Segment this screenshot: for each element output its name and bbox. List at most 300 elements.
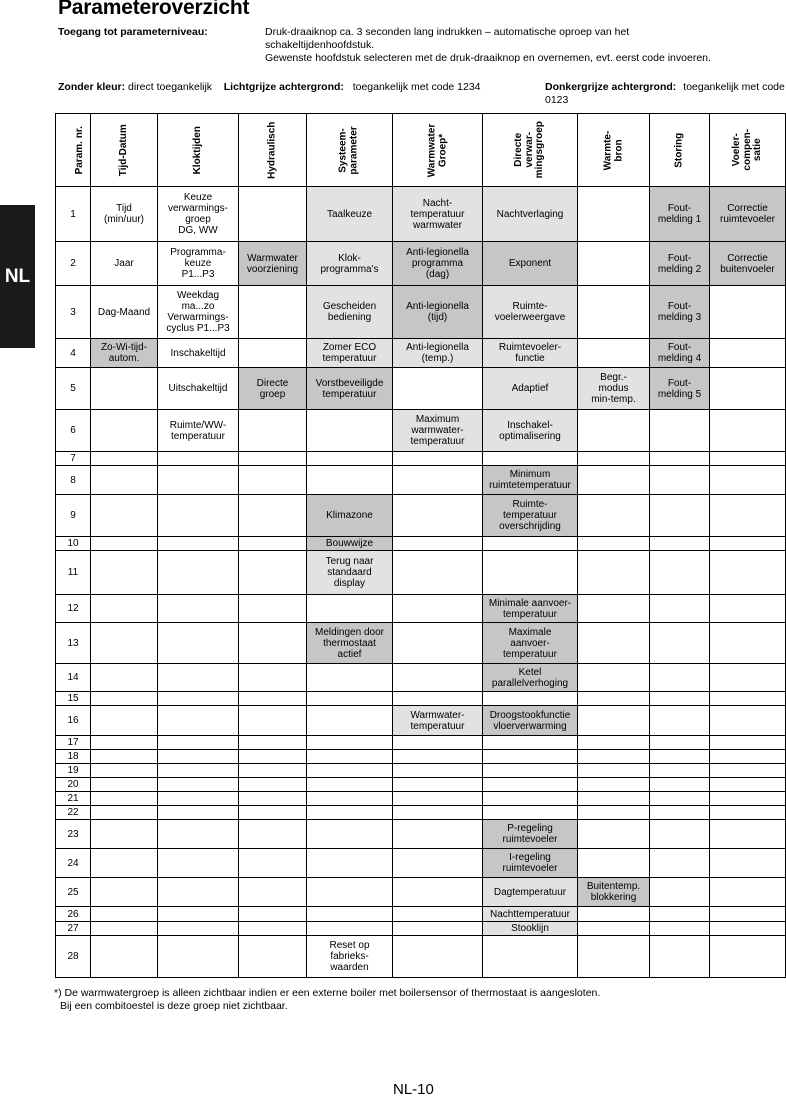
param-cell-line: melding 3	[657, 312, 702, 323]
param-cell	[91, 706, 158, 736]
param-cell	[710, 664, 786, 692]
param-cell	[91, 750, 158, 764]
param-cell	[158, 692, 239, 706]
param-cell	[578, 878, 650, 907]
table-row	[56, 849, 786, 878]
column-header-label: Groep*	[436, 133, 448, 167]
param-cell	[650, 806, 710, 820]
table-row	[56, 537, 786, 551]
param-cell-line: Dagtemperatuur	[493, 886, 567, 898]
param-cell	[91, 764, 158, 778]
param-cell	[91, 187, 158, 242]
param-cell	[650, 595, 710, 623]
param-number: 3	[56, 286, 91, 339]
param-cell	[578, 750, 650, 764]
param-cell	[578, 410, 650, 452]
param-cell	[483, 551, 578, 595]
param-cell	[650, 907, 710, 922]
access-line: Druk-draaiknop ca. 3 seconden lang indrukken – automatische oproep van het	[265, 26, 630, 38]
param-cell	[393, 806, 483, 820]
param-cell	[239, 820, 307, 849]
param-cell-line: temperatuur	[322, 388, 377, 400]
param-cell-line: Fout-	[667, 342, 692, 353]
param-cell	[91, 368, 158, 410]
param-cell	[158, 623, 239, 664]
param-cell-line: cyclus P1...P3	[166, 323, 230, 334]
param-cell	[393, 778, 483, 792]
param-cell	[578, 936, 650, 978]
param-cell	[650, 495, 710, 537]
param-number: 27	[56, 922, 91, 936]
param-cell	[710, 878, 786, 907]
table-row	[56, 878, 786, 907]
param-cell	[650, 778, 710, 792]
param-cell-line: vloerverwarming	[493, 720, 567, 732]
param-number: 22	[56, 806, 91, 820]
param-cell-line: Uitschakeltijd	[168, 383, 228, 394]
param-number: 15	[56, 692, 91, 706]
param-cell	[483, 187, 578, 242]
column-header-label: Kloktijden	[191, 126, 203, 175]
param-cell-line: melding 5	[657, 388, 702, 400]
param-cell-line: Reset op	[329, 940, 370, 951]
param-cell	[650, 664, 710, 692]
param-number: 7	[56, 452, 91, 466]
page-number: NL-10	[393, 1081, 434, 1098]
param-cell	[483, 706, 578, 736]
table-row	[56, 495, 786, 537]
param-cell	[650, 792, 710, 806]
access-line: schakeltijdenhoofdstuk.	[265, 39, 375, 51]
param-cell	[307, 595, 393, 623]
param-cell	[239, 187, 307, 242]
param-cell	[239, 706, 307, 736]
param-number: 21	[56, 792, 91, 806]
param-cell	[710, 849, 786, 878]
param-cell-line: Ketel	[518, 666, 542, 678]
param-cell-line: I-regeling	[509, 852, 551, 863]
param-cell	[307, 339, 393, 368]
column-header-label: Systeem-	[337, 127, 349, 173]
param-cell	[307, 878, 393, 907]
param-cell	[239, 368, 307, 410]
param-cell	[483, 595, 578, 623]
param-number: 10	[56, 537, 91, 551]
param-cell-line: (tijd)	[427, 312, 448, 323]
param-cell	[91, 778, 158, 792]
param-cell	[710, 339, 786, 368]
param-cell	[239, 466, 307, 495]
param-cell	[158, 907, 239, 922]
param-cell	[239, 849, 307, 878]
param-cell	[483, 242, 578, 286]
param-cell	[650, 623, 710, 664]
param-cell	[307, 551, 393, 595]
param-cell-line: ruimtevoeler	[502, 834, 558, 845]
param-cell	[158, 736, 239, 750]
param-cell-line: Directe	[256, 377, 289, 389]
param-number: 9	[56, 495, 91, 537]
param-cell	[91, 242, 158, 286]
param-cell-line: groep	[185, 214, 211, 225]
column-header-label: Warmte-	[601, 130, 613, 170]
column-header-label: Tijd-Datum	[117, 124, 129, 177]
param-cell	[307, 849, 393, 878]
param-number: 20	[56, 778, 91, 792]
param-cell-line: Tijd	[116, 203, 132, 214]
param-cell	[239, 551, 307, 595]
param-cell	[578, 286, 650, 339]
param-cell-line: functie	[515, 353, 545, 364]
param-cell	[483, 922, 578, 936]
table-row	[56, 466, 786, 495]
param-cell	[91, 452, 158, 466]
param-cell	[483, 936, 578, 978]
param-cell-line: autom.	[108, 353, 140, 364]
param-cell	[578, 495, 650, 537]
param-cell	[91, 339, 158, 368]
param-cell	[239, 537, 307, 551]
param-number: 12	[56, 595, 91, 623]
param-cell	[307, 706, 393, 736]
param-cell	[483, 623, 578, 664]
column-header-label: parameter	[348, 125, 360, 175]
param-cell	[578, 792, 650, 806]
param-cell-line: Warmwater	[247, 252, 298, 264]
param-cell	[578, 551, 650, 595]
param-cell	[91, 849, 158, 878]
param-cell-line: Meldingen door	[315, 626, 384, 638]
param-cell	[710, 537, 786, 551]
param-cell-line: temperatuur	[503, 608, 557, 620]
param-cell	[483, 849, 578, 878]
param-number: 13	[56, 623, 91, 664]
param-number: 1	[56, 187, 91, 242]
param-cell	[483, 764, 578, 778]
param-cell-line: Vorstbeveiligde	[315, 377, 384, 389]
param-cell	[239, 692, 307, 706]
param-cell	[158, 792, 239, 806]
table-row	[56, 595, 786, 623]
param-cell	[158, 936, 239, 978]
param-cell	[578, 595, 650, 623]
param-cell-line: actief	[337, 648, 362, 660]
param-cell	[650, 878, 710, 907]
param-cell	[158, 595, 239, 623]
param-cell	[393, 936, 483, 978]
param-cell	[483, 806, 578, 820]
param-cell	[710, 595, 786, 623]
table-row	[56, 764, 786, 778]
param-cell-line: Taalkeuze	[326, 208, 373, 220]
param-cell	[307, 806, 393, 820]
table-row	[56, 242, 786, 286]
param-cell-line: melding 1	[657, 214, 702, 225]
param-cell	[650, 466, 710, 495]
param-cell-line: Maximum	[415, 414, 460, 425]
param-cell	[483, 452, 578, 466]
param-cell	[239, 410, 307, 452]
param-cell	[307, 820, 393, 849]
param-cell-line: optimalisering	[499, 430, 561, 442]
param-cell	[650, 706, 710, 736]
param-cell	[650, 339, 710, 368]
column-header-label: Storing	[673, 133, 685, 168]
footnote	[54, 987, 784, 1013]
param-cell	[158, 706, 239, 736]
param-number: 6	[56, 410, 91, 452]
param-cell-line: DG, WW	[178, 225, 218, 236]
param-cell	[578, 778, 650, 792]
param-cell	[650, 820, 710, 849]
param-cell-line: Ruimtevoeler-	[498, 342, 562, 353]
param-cell	[239, 764, 307, 778]
param-cell-line: ruimtevoeler	[502, 863, 558, 874]
column-header-label: Directe	[513, 133, 525, 167]
table-row	[56, 410, 786, 452]
table-row	[56, 692, 786, 706]
param-cell	[393, 664, 483, 692]
param-cell	[158, 878, 239, 907]
param-cell-line: Fout-	[667, 301, 692, 312]
param-cell	[710, 242, 786, 286]
table-row	[56, 907, 786, 922]
param-cell-line: (temp.)	[421, 353, 454, 364]
param-cell	[239, 242, 307, 286]
param-cell	[483, 907, 578, 922]
param-cell-line: Fout-	[667, 377, 692, 389]
column-header-label: satie	[751, 138, 763, 162]
param-cell	[578, 820, 650, 849]
param-cell-line: temperatuur	[410, 436, 465, 447]
param-cell	[650, 551, 710, 595]
param-cell-line: ruimtetemperatuur	[489, 480, 571, 491]
param-cell	[650, 242, 710, 286]
param-cell	[239, 922, 307, 936]
param-cell	[91, 623, 158, 664]
param-cell	[650, 452, 710, 466]
param-cell-line: Fout-	[667, 252, 692, 264]
table-row	[56, 736, 786, 750]
param-cell	[393, 907, 483, 922]
param-cell-line: ma...zo	[181, 301, 215, 312]
param-number: 4	[56, 339, 91, 368]
param-cell	[158, 664, 239, 692]
param-cell-line: Dag-Maand	[97, 306, 151, 318]
column-header	[239, 114, 307, 187]
param-number: 23	[56, 820, 91, 849]
param-cell-line: Verwarmings-	[167, 312, 229, 323]
param-cell-line: bediening	[327, 312, 372, 323]
param-cell	[91, 286, 158, 339]
param-cell	[578, 692, 650, 706]
param-cell	[158, 242, 239, 286]
column-header	[710, 114, 786, 187]
param-cell	[710, 750, 786, 764]
param-cell-line: temperatuur	[171, 430, 225, 442]
param-cell	[239, 750, 307, 764]
table-row	[56, 792, 786, 806]
legend-light-label: Lichtgrijze achtergrond:	[223, 81, 344, 93]
column-header	[650, 114, 710, 187]
param-cell-line: Jaar	[114, 258, 134, 269]
param-cell-line: aanvoer-	[510, 637, 550, 649]
param-cell	[158, 452, 239, 466]
page-title: Parameteroverzicht	[58, 0, 250, 19]
param-cell	[483, 466, 578, 495]
column-header	[307, 114, 393, 187]
param-cell-line: fabrieks-	[330, 951, 369, 962]
table-row	[56, 806, 786, 820]
param-cell-line: Fout-	[667, 203, 692, 214]
param-cell	[91, 736, 158, 750]
param-cell	[91, 551, 158, 595]
param-cell-line: Zo-Wi-tijd-	[100, 342, 148, 353]
param-cell	[650, 187, 710, 242]
param-cell	[307, 664, 393, 692]
param-cell-line: overschrijding	[499, 521, 561, 532]
param-cell	[158, 778, 239, 792]
column-header-label: verwar-	[523, 132, 535, 168]
param-cell-line: buitenvoeler	[720, 263, 775, 275]
param-cell	[239, 907, 307, 922]
param-cell-line: melding 4	[657, 353, 702, 364]
table-row	[56, 778, 786, 792]
param-cell	[307, 623, 393, 664]
table-row	[56, 187, 786, 242]
param-cell-line: voorziening	[246, 263, 299, 275]
param-number: 11	[56, 551, 91, 595]
param-cell-line: temperatuur	[410, 208, 465, 220]
param-cell	[239, 806, 307, 820]
param-cell	[393, 495, 483, 537]
param-cell	[710, 187, 786, 242]
param-number: 24	[56, 849, 91, 878]
param-cell	[91, 410, 158, 452]
param-cell	[158, 551, 239, 595]
column-header-label: mingsgroep	[534, 121, 546, 179]
table-row	[56, 664, 786, 692]
param-cell	[91, 495, 158, 537]
table-row	[56, 623, 786, 664]
param-cell-line: Zomer ECO	[322, 342, 377, 353]
column-header	[91, 114, 158, 187]
param-cell	[91, 878, 158, 907]
column-header	[158, 114, 239, 187]
param-cell-line: display	[333, 578, 366, 589]
param-cell	[91, 537, 158, 551]
footnote-line: Bij een combitoestel is deze groep niet zichtbaar.	[60, 1000, 288, 1012]
param-cell-line: Anti-legionella	[406, 247, 469, 258]
table-row	[56, 922, 786, 936]
param-cell-line: Maximale	[508, 626, 552, 638]
param-number: 2	[56, 242, 91, 286]
param-number: 19	[56, 764, 91, 778]
param-cell	[710, 736, 786, 750]
param-cell-line: programma's	[320, 263, 379, 275]
table-row	[56, 452, 786, 466]
param-cell	[158, 764, 239, 778]
param-cell	[307, 242, 393, 286]
legend-light-text: toegankelijk met code 1234	[352, 81, 481, 93]
param-cell	[650, 286, 710, 339]
param-cell	[650, 764, 710, 778]
param-cell	[393, 736, 483, 750]
param-cell	[393, 849, 483, 878]
param-cell	[393, 595, 483, 623]
param-cell	[307, 750, 393, 764]
param-cell	[710, 466, 786, 495]
param-cell-line: blokkering	[590, 892, 637, 903]
column-header-label: bron	[612, 138, 624, 162]
param-cell	[650, 692, 710, 706]
param-cell-line: Stooklijn	[511, 923, 549, 934]
param-cell-line: Anti-legionella	[406, 301, 469, 312]
param-cell-line: Weekdag	[176, 290, 220, 301]
param-cell	[239, 339, 307, 368]
param-cell	[578, 187, 650, 242]
param-cell-line: Begr.-	[600, 372, 627, 383]
table-row	[56, 706, 786, 736]
param-cell-line: Anti-legionella	[406, 342, 469, 353]
param-cell	[710, 792, 786, 806]
param-cell	[239, 792, 307, 806]
param-cell	[710, 551, 786, 595]
param-cell	[650, 750, 710, 764]
param-cell	[710, 936, 786, 978]
legend-dark-label: Donkergrijze achtergrond:	[545, 81, 677, 93]
access-label: Toegang tot parameterniveau:	[58, 26, 208, 38]
access-instructions	[265, 26, 780, 65]
param-cell	[239, 936, 307, 978]
param-cell	[578, 623, 650, 664]
param-number: 25	[56, 878, 91, 907]
param-cell	[393, 452, 483, 466]
footnote-line: *) De warmwatergroep is alleen zichtbaar indien er een externe boiler met boilersensor of thermostaat is aangesloten.	[54, 987, 601, 999]
table-header-row	[56, 114, 786, 187]
param-cell-line: temperatuur	[410, 720, 465, 732]
param-cell	[393, 551, 483, 595]
param-cell-line: Correctie	[727, 252, 768, 264]
param-cell	[483, 820, 578, 849]
param-cell	[239, 595, 307, 623]
param-cell-line: warmwater-	[411, 425, 464, 436]
param-cell	[650, 936, 710, 978]
param-cell	[710, 778, 786, 792]
param-cell	[158, 820, 239, 849]
table-row	[56, 750, 786, 764]
param-cell	[91, 806, 158, 820]
param-number: 14	[56, 664, 91, 692]
param-cell	[393, 339, 483, 368]
param-cell-line: ruimtevoeler	[719, 214, 776, 225]
param-cell	[483, 495, 578, 537]
param-cell-line: Minimum	[509, 469, 551, 480]
column-header	[56, 114, 91, 187]
param-cell	[91, 792, 158, 806]
param-cell	[307, 187, 393, 242]
param-cell	[393, 750, 483, 764]
param-cell	[393, 792, 483, 806]
param-cell	[578, 242, 650, 286]
column-header	[393, 114, 483, 187]
param-cell	[710, 286, 786, 339]
param-cell-line: Terug naar	[325, 556, 374, 567]
param-cell-line: verwarmings-	[167, 203, 228, 214]
param-cell	[307, 936, 393, 978]
param-cell	[483, 286, 578, 339]
param-cell-line: voelerweergave	[494, 312, 566, 323]
